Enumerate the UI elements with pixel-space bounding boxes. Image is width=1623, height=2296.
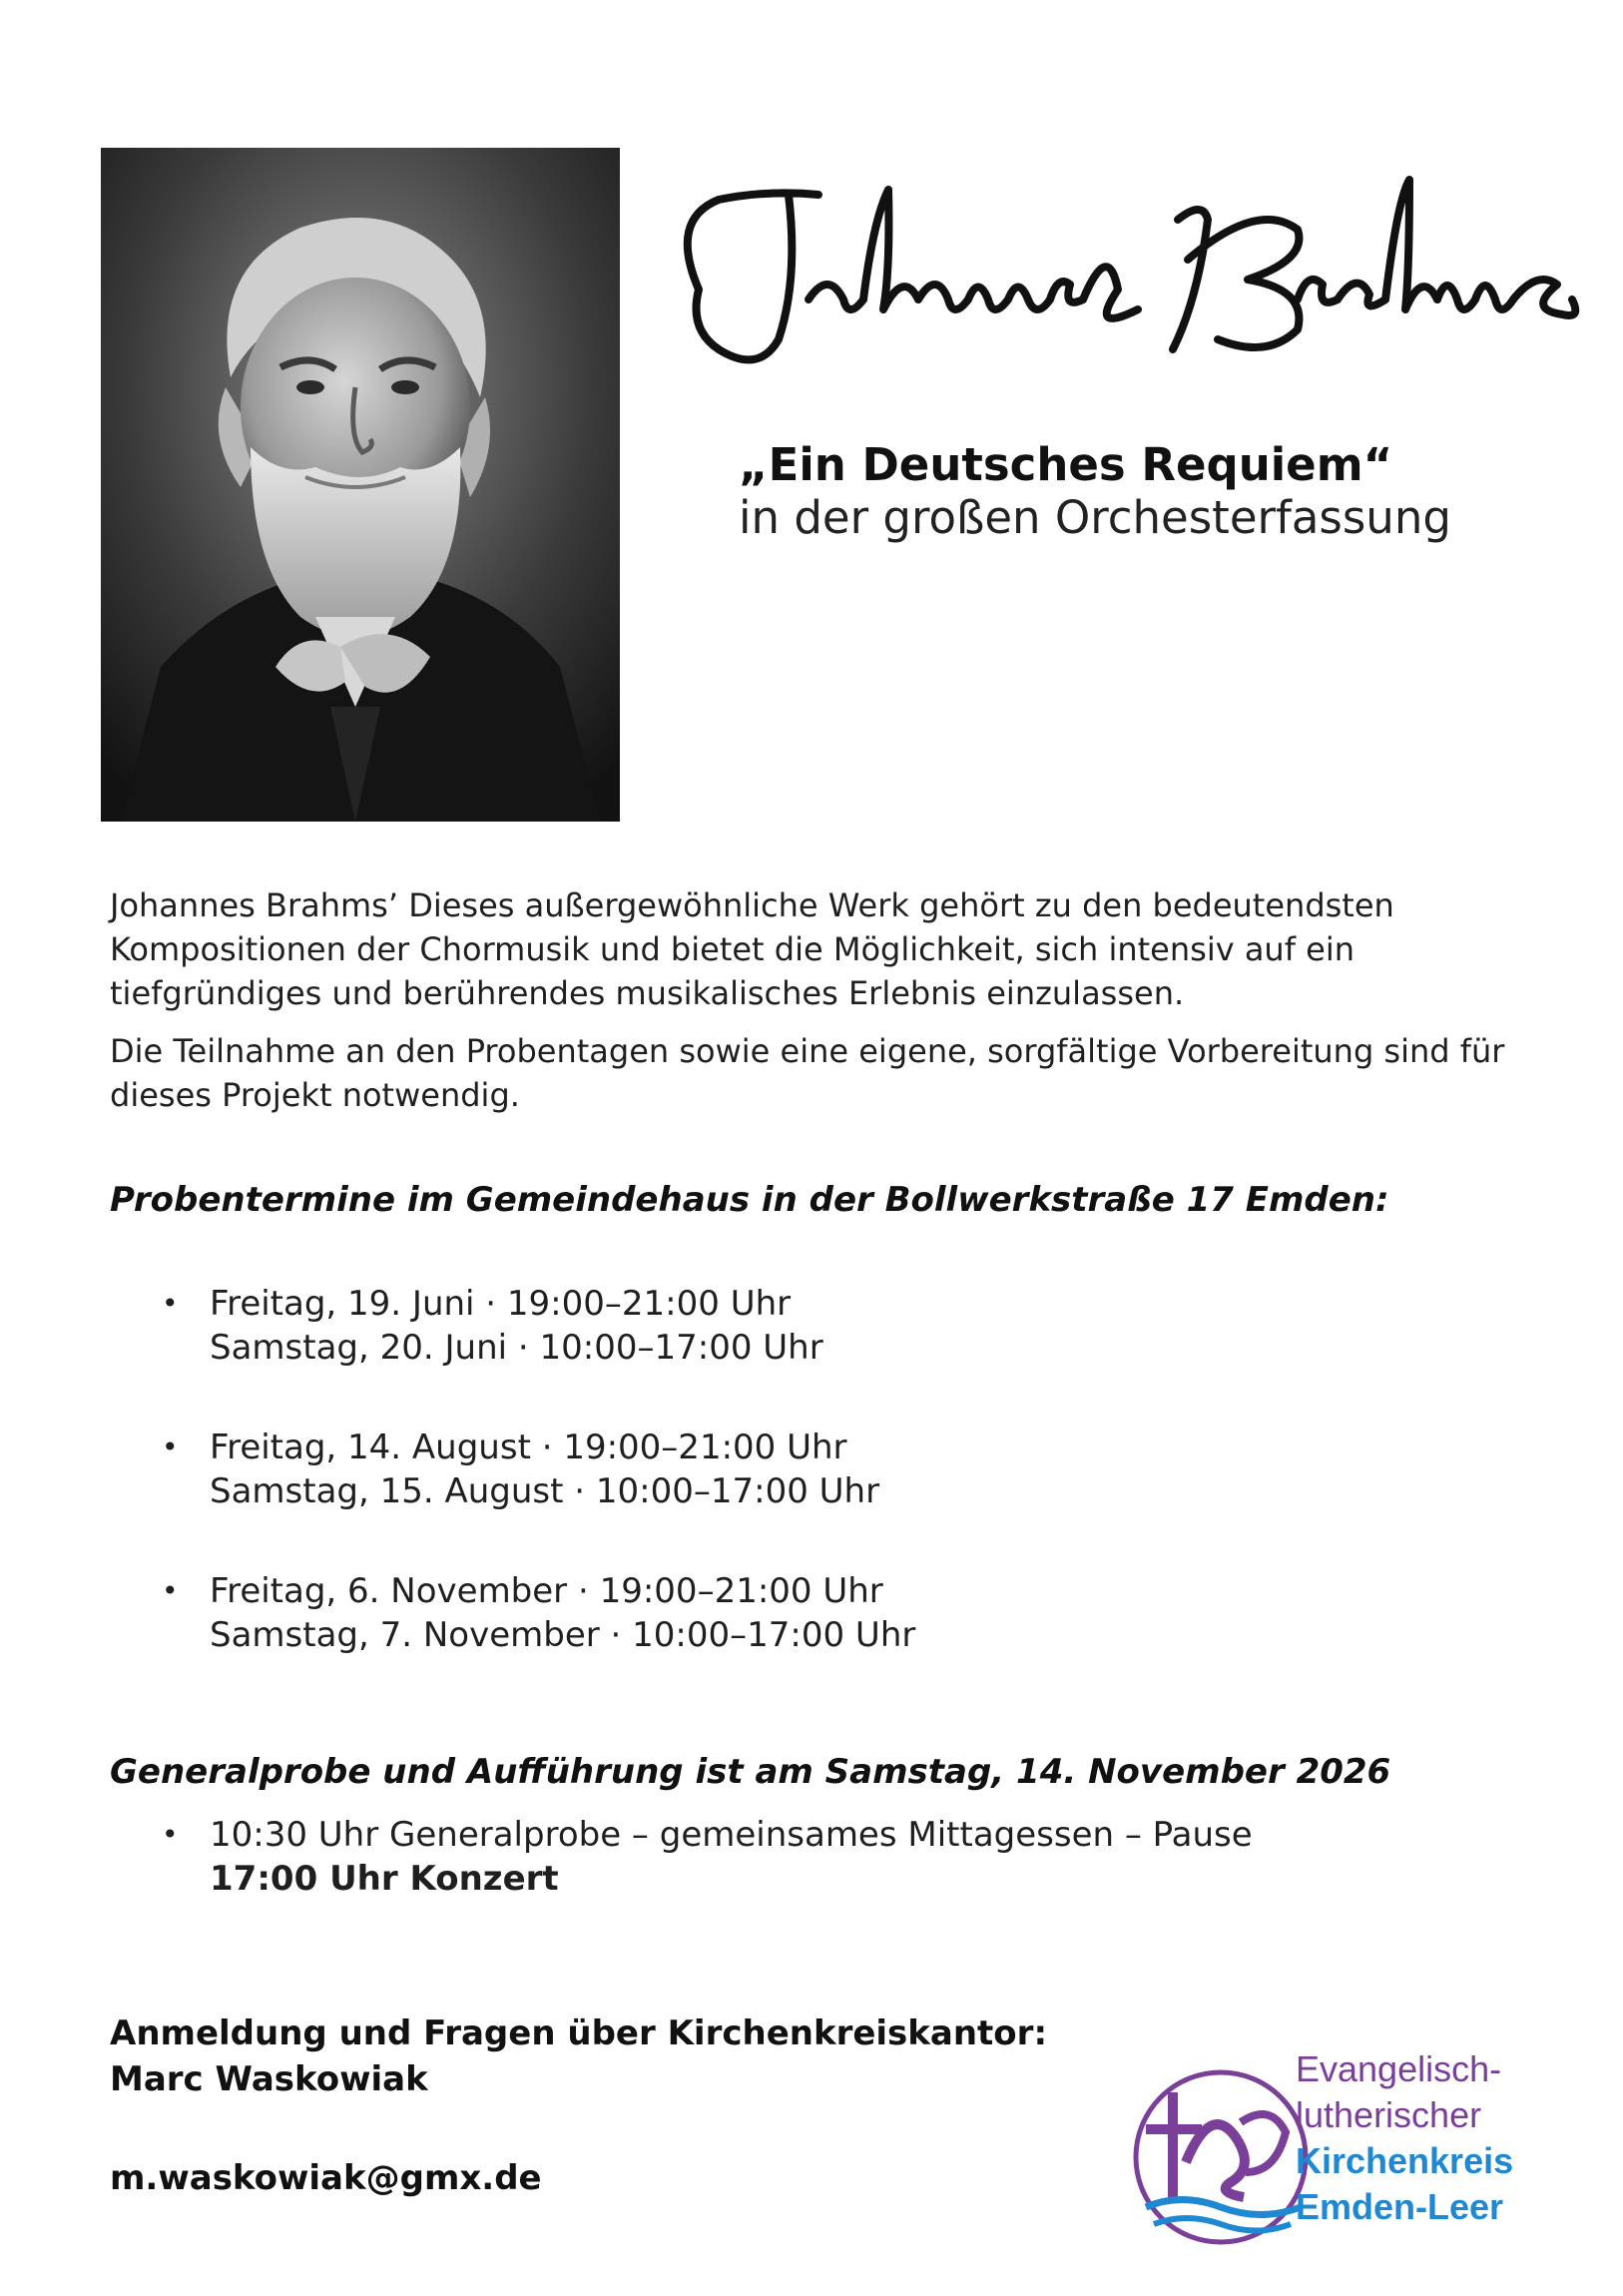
brahms-portrait	[101, 148, 620, 822]
intro-text	[110, 883, 1567, 1131]
church-logo-icon	[1126, 2062, 1316, 2252]
page-subtitle: in der großen Orchesterfassung	[739, 490, 1451, 544]
bullet-icon: •	[162, 1431, 179, 1463]
list-item	[110, 1282, 1407, 1370]
bullet-icon: •	[162, 1287, 179, 1320]
rehearsal-saturday: Samstag, 7. November · 10:00–17:00 Uhr	[210, 1615, 916, 1655]
contact-label: Anmeldung und Fragen über Kirchenkreiskantor:	[110, 2013, 1048, 2053]
title-block	[739, 439, 1577, 545]
contact-email[interactable]: m.waskowiak@gmx.de	[110, 2158, 542, 2198]
bullet-icon: •	[162, 1574, 179, 1607]
logo-line-2: lutherischer	[1296, 2094, 1482, 2135]
signature-graphic	[659, 160, 1587, 379]
bullet-icon: •	[162, 1818, 179, 1851]
portrait-illustration	[101, 148, 620, 822]
list-item	[110, 1426, 1407, 1513]
concert-time: 17:00 Uhr Konzert	[210, 1859, 559, 1899]
church-logo	[1118, 2046, 1587, 2256]
performance-details	[110, 1813, 1407, 1901]
rehearsal-friday: Freitag, 6. November · 19:00–21:00 Uhr	[210, 1571, 883, 1611]
logo-line-4: Emden-Leer	[1296, 2186, 1504, 2227]
performance-schedule: 10:30 Uhr Generalprobe – gemeinsames Mittagessen – Pause	[210, 1815, 1253, 1855]
church-logo-text	[1296, 2046, 1513, 2230]
logo-line-3: Kirchenkreis	[1296, 2140, 1514, 2181]
rehearsals-heading: Probentermine im Gemeindehaus in der Bollwerkstraße 17 Emden:	[110, 1180, 1389, 1220]
rehearsal-friday: Freitag, 19. Juni · 19:00–21:00 Uhr	[210, 1284, 792, 1324]
brahms-signature	[659, 160, 1587, 379]
performance-heading: Generalprobe und Aufführung ist am Samstag, 14. November 2026	[110, 1752, 1391, 1792]
list-item	[110, 1813, 1407, 1901]
rehearsal-saturday: Samstag, 20. Juni · 10:00–17:00 Uhr	[210, 1328, 823, 1368]
contact-block	[110, 2010, 1047, 2102]
page-title: „Ein Deutsches Requiem“	[739, 438, 1393, 491]
list-item	[110, 1569, 1407, 1657]
intro-paragraph-1: Johannes Brahms’ Dieses außergewöhnliche Werk gehört zu den bedeutendsten Kompositionen der Chormusik und bietet die Möglichkeit, sich intensiv auf ein tiefgründiges und berührendes musikalisches Erlebnis einzulassen.	[110, 886, 1394, 1012]
contact-name: Marc Waskowiak	[110, 2059, 428, 2099]
intro-paragraph-2: Die Teilnahme an den Probentagen sowie eine eigene, sorgfältige Vorbereitung sind für dieses Projekt notwendig.	[110, 1032, 1505, 1114]
rehearsal-friday: Freitag, 14. August · 19:00–21:00 Uhr	[210, 1428, 847, 1467]
logo-line-1: Evangelisch-	[1296, 2048, 1502, 2089]
rehearsal-saturday: Samstag, 15. August · 10:00–17:00 Uhr	[210, 1471, 880, 1511]
rehearsal-list	[110, 1282, 1407, 1713]
